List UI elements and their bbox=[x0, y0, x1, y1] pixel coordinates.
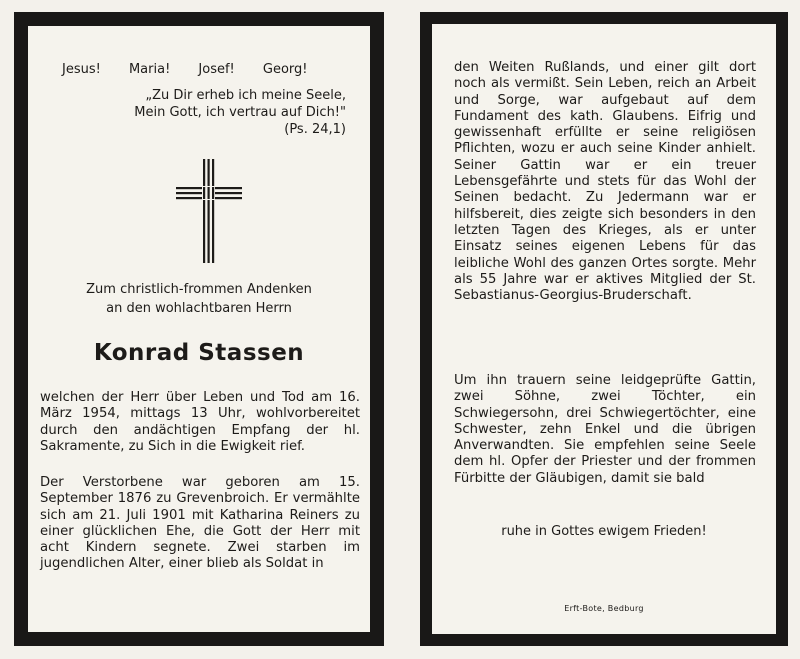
closing-line: ruhe in Gottes ewigem Frieden! bbox=[501, 524, 707, 539]
verse-line-2: Mein Gott, ich vertrau auf Dich!" bbox=[134, 105, 346, 120]
left-page-paper bbox=[28, 26, 370, 632]
cross-icon bbox=[174, 157, 244, 265]
deceased-name: Konrad Stassen bbox=[93, 340, 305, 366]
printer-imprint: Erft-Bote, Bedburg bbox=[564, 604, 644, 613]
right-paragraph-2: Um ihn trauern seine leidgeprüfte Gattin, zwei Söhne, zwei Töchter, ein Schwiegersohn, drei Schwiegertöchter, eine Schwester, zehn Enkel und die übrigen Anverwandten. Sie empfehlen seine Seele dem hl. Opfer der Priester und der frommen Fürbitte der Gläubigen, damit sie bald bbox=[454, 373, 756, 486]
verse-reference: (Ps. 24,1) bbox=[284, 122, 346, 137]
right-paragraph-1: den Weiten Rußlands, und einer gilt dort noch als vermißt. Sein Leben, reich an Arbeit und Sorge, war aufgebaut auf dem Fundament des kath. Glaubens. Eifrig und gewissenhaft erfüllte er seine religiösen Pflichten, wozu er auch seine Kinder anhielt. Seiner Gattin war er ein treuer Lebensgefährte und stets für das Wohl der Seinen bedacht. Zu Jedermann war er hilfsbereit, dies zeigte sich besonders in den letzten Tagen des Krieges, als er unter Einsatz seines eigenen Lebens für das leibliche Wohl des ganzen Ortes sorgte. Mehr als 55 Jahre war er aktives Mitglied der St. Sebastianus-Georgius-Bruderschaft. bbox=[454, 60, 756, 304]
right-page bbox=[420, 12, 788, 646]
dedication-line-1: Zum christlich-frommen Andenken bbox=[86, 282, 312, 297]
right-page-paper bbox=[432, 24, 776, 634]
left-page bbox=[14, 12, 384, 646]
verse-line-1: „Zu Dir erheb ich meine Seele, bbox=[145, 88, 346, 103]
dedication-line-2: an den wohlachtbaren Herrn bbox=[106, 301, 292, 316]
left-paragraph-2: Der Verstorbene war geboren am 15. September 1876 zu Grevenbroich. Er vermählte sich am 21. Juli 1901 mit Katharina Reiners zu einer glücklichen Ehe, die Gott der Herr mit acht Kindern segnete. Zwei starben im jugendlichen Alter, einer blieb als Soldat in bbox=[40, 475, 360, 572]
left-paragraph-1: welchen der Herr über Leben und Tod am 16. März 1954, mittags 13 Uhr, wohlvorbereitet durch den andächtigen Empfang der hl. Sakramente, zu Sich in die Ewigkeit rief. bbox=[40, 390, 360, 454]
invocation: Jesus! Maria! Josef! Georg! bbox=[62, 62, 308, 77]
